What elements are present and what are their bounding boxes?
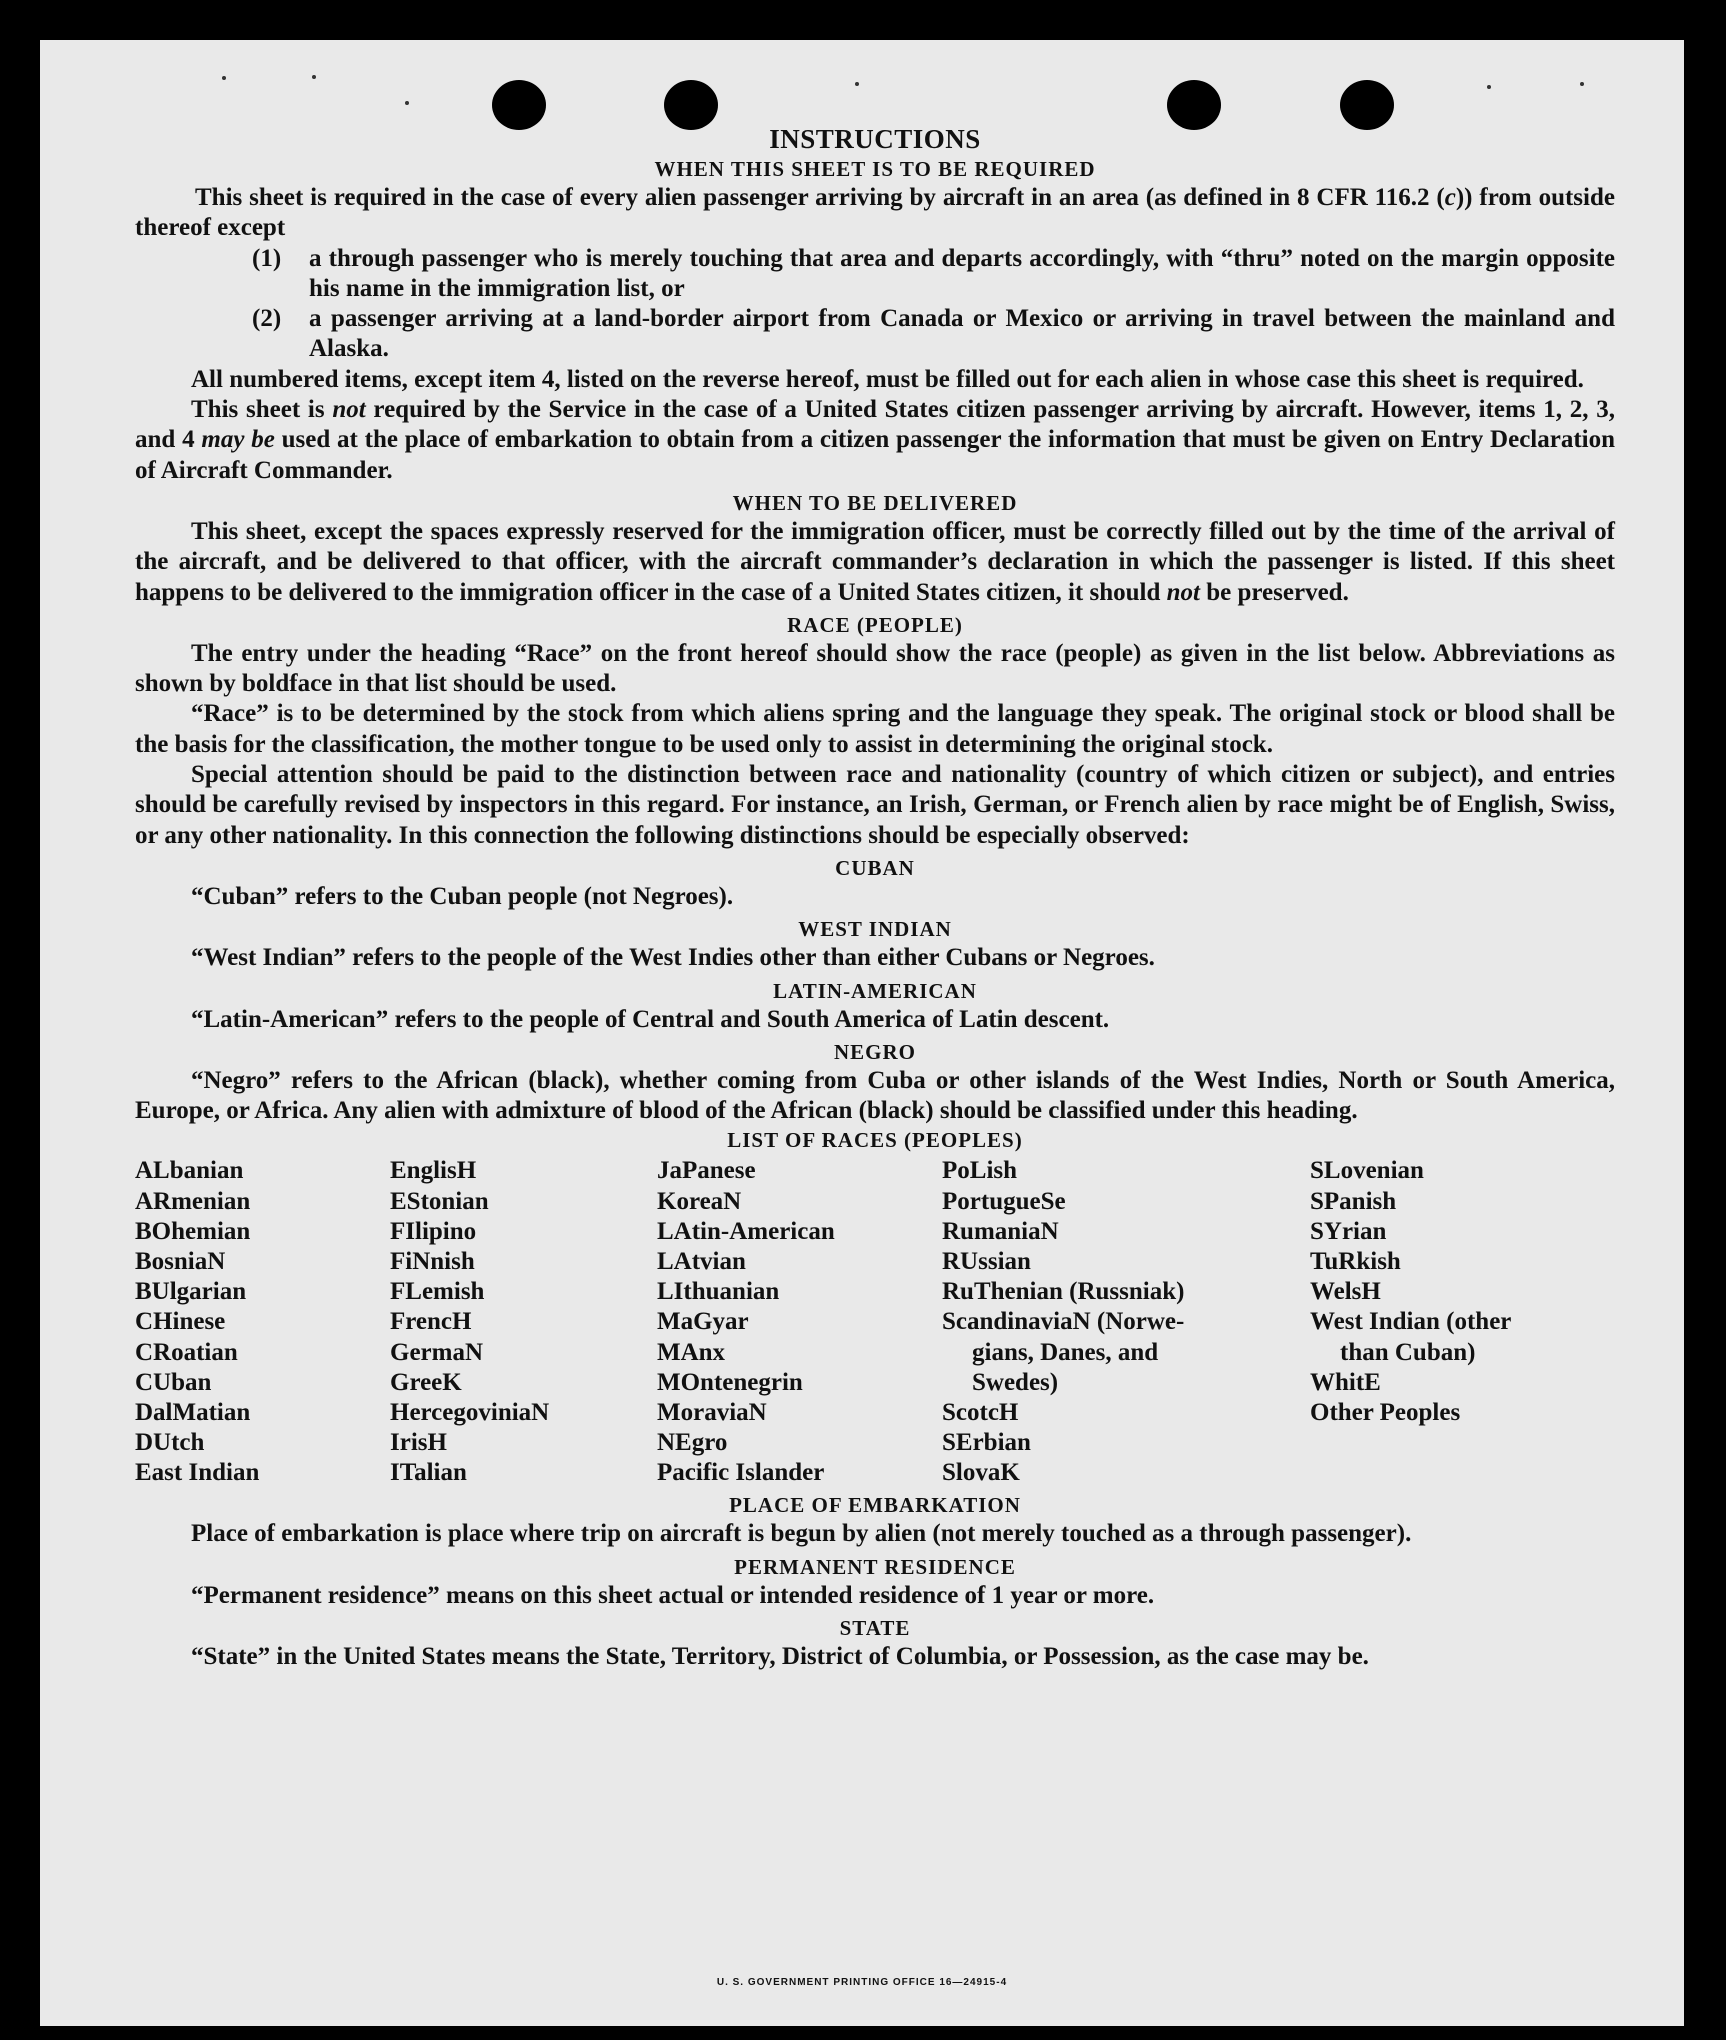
text-run: This sheet, except the spaces expressly reserved for the immigration officer, must be correctly filled out by the time of the arrival of the aircraft, and be delivered to that officer, with the aircraft commander’s declaration in which the passenger is listed. If this sheet happens to be delivered to the immigration officer in the case of a United States citizen, it should	[135, 517, 1615, 606]
race-entry: LIthuanian	[657, 1278, 780, 1306]
race-entry: EnglisH	[390, 1157, 477, 1185]
paper-speck	[405, 101, 409, 105]
race-entry: SlovaK	[942, 1459, 1020, 1487]
text-run: This sheet is	[191, 396, 333, 424]
text-run-italic: c	[1444, 184, 1456, 211]
race-entry: CRoatian	[135, 1338, 238, 1366]
race-entry: PoLish	[942, 1157, 1018, 1185]
paper-speck	[1487, 85, 1491, 89]
paper-speck	[1580, 82, 1584, 86]
item-text: a passenger arriving at a land-border airport from Canada or Mexico or arriving in travel between the mainland and Alaska.	[309, 305, 1615, 363]
race-entry: SErbian	[942, 1429, 1031, 1457]
section-heading-cuban: CUBAN	[835, 855, 915, 880]
paragraph-delivered	[135, 517, 1615, 608]
paragraph-latin-american: “Latin-American” refers to the people of Central and South America of Latin descent.	[191, 1005, 1110, 1033]
section-heading-delivered: WHEN TO BE DELIVERED	[732, 490, 1018, 515]
race-entry: PortugueSe	[942, 1187, 1066, 1215]
race-entry: LAtin-American	[657, 1217, 835, 1245]
paragraph-race-nationality: Special attention should be paid to the distinction between race and nationality (country of which citizen or subject), and entries should be carefully revised by inspectors in this regard. For instance, an Irish, German, or French alien by race might be of English, Swiss, or any other nationality. In this connection the following distinctions should be especially observed:	[135, 761, 1615, 849]
race-entry: MaGyar	[657, 1308, 749, 1336]
race-entry: RumaniaN	[942, 1217, 1059, 1245]
page-title: INSTRUCTIONS	[769, 124, 981, 154]
paragraph-race-definition: “Race” is to be determined by the stock from which aliens spring and the language they speak. The original stock or blood shall be the basis for the classification, the mother tongue to be used only to assist in determining the original stock.	[135, 700, 1615, 758]
text-run-italic: may be	[201, 426, 275, 454]
section-heading-west-indian: WEST INDIAN	[798, 917, 952, 942]
race-entry: West Indian (other	[1310, 1308, 1512, 1336]
race-entry: RuThenian (Russniak)	[942, 1278, 1185, 1306]
text-run: be preserved.	[1200, 578, 1349, 606]
item-text: a through passenger who is merely touching that area and departs accordingly, with “thru” noted on the margin opposite his name in the immigration list, or	[309, 244, 1615, 302]
race-column	[135, 1156, 259, 1488]
race-entry: Other Peoples	[1310, 1399, 1461, 1427]
race-entry: FiNnish	[390, 1248, 475, 1276]
race-entry: ScotcH	[942, 1399, 1019, 1427]
race-entry: Pacific Islander	[657, 1459, 825, 1487]
race-entry: HercegoviniaN	[390, 1399, 550, 1427]
race-entry: KoreaN	[657, 1187, 742, 1215]
paragraph-cuban: “Cuban” refers to the Cuban people (not Negroes).	[191, 882, 734, 910]
paper-speck	[312, 75, 316, 79]
race-column	[942, 1156, 1184, 1488]
printer-imprint: U. S. GOVERNMENT PRINTING OFFICE 16—24915-4	[716, 1977, 1008, 1988]
race-entry: SLovenian	[1310, 1157, 1424, 1185]
race-entry: WhitE	[1310, 1368, 1381, 1396]
paragraph-west-indian: “West Indian” refers to the people of the West Indies other than either Cubans or Negroes.	[191, 944, 1155, 972]
item-number: (2)	[252, 305, 282, 333]
instructions-body	[135, 122, 1615, 1672]
race-column	[1310, 1156, 1511, 1428]
race-entry: gians, Danes, and	[972, 1338, 1159, 1366]
race-entry: CUban	[135, 1368, 212, 1396]
race-entry: SYrian	[1310, 1217, 1387, 1245]
section-heading-race-list: LIST OF RACES (PEOPLES)	[727, 1128, 1023, 1153]
race-entry: FIlipino	[390, 1217, 477, 1245]
section-heading-residence: PERMANENT RESIDENCE	[734, 1554, 1016, 1579]
paragraph-required	[135, 183, 1615, 244]
document-sheet	[40, 40, 1684, 2026]
race-entry: ALbanian	[135, 1157, 244, 1185]
paper-speck	[222, 76, 226, 80]
race-entry: IrisH	[390, 1429, 447, 1457]
race-entry: MAnx	[657, 1338, 726, 1366]
race-entry: ITalian	[390, 1459, 467, 1487]
race-entry: than Cuban)	[1340, 1338, 1476, 1366]
race-entry: NEgro	[657, 1429, 728, 1457]
race-entry: CHinese	[135, 1308, 226, 1336]
list-item	[135, 304, 1615, 365]
paragraph-embarkation: Place of embarkation is place where trip on aircraft is begun by alien (not merely touched as a through passenger).	[191, 1520, 1412, 1548]
race-column	[390, 1156, 549, 1488]
paper-speck	[855, 82, 859, 86]
text-run-italic: not	[332, 396, 366, 424]
race-entry: MoraviaN	[657, 1399, 767, 1427]
paragraph-state: “State” in the United States means the State, Territory, District of Columbia, or Possession, as the case may be.	[191, 1643, 1369, 1671]
section-heading-required: WHEN THIS SHEET IS TO BE REQUIRED	[654, 157, 1096, 181]
race-column	[657, 1156, 835, 1488]
paragraph-citizen	[135, 395, 1615, 486]
race-entry: East Indian	[135, 1459, 260, 1487]
race-entry: BOhemian	[135, 1217, 251, 1245]
section-heading-race: RACE (PEOPLE)	[787, 612, 963, 637]
race-list	[135, 1156, 1615, 1488]
race-entry: JaPanese	[657, 1157, 756, 1185]
text-run: This sheet is required in the case of every alien passenger arriving by aircraft in an area (as defined in 8 CFR 116.2 (	[195, 184, 1445, 211]
race-entry: WelsH	[1310, 1278, 1381, 1306]
list-item	[135, 244, 1615, 305]
race-entry: GreeK	[390, 1368, 462, 1396]
text-run: used at the place of embarkation to obtain from a citizen passenger the information that must be given on Entry Declaration of Aircraft Commander.	[135, 426, 1616, 484]
race-entry: DUtch	[135, 1429, 205, 1457]
race-entry: ScandinaviaN (Norwe-	[942, 1308, 1185, 1336]
paragraph-negro: “Negro” refers to the African (black), whether coming from Cuba or other islands of the West Indies, North or South America, Europe, or Africa. Any alien with admixture of blood of the African (black) should be classified under this heading.	[135, 1066, 1615, 1125]
race-entry: MOntenegrin	[657, 1368, 803, 1396]
section-heading-embarkation: PLACE OF EMBARKATION	[729, 1493, 1021, 1518]
paragraph-race-entry: The entry under the heading “Race” on the front hereof should show the race (people) as given in the list below. Abbreviations as shown by boldface in that list should be used.	[135, 639, 1615, 698]
race-entry: EStonian	[390, 1187, 489, 1215]
race-entry: BosniaN	[135, 1248, 226, 1276]
section-heading-latin-american: LATIN-AMERICAN	[773, 978, 977, 1003]
race-entry: GermaN	[390, 1338, 484, 1366]
race-entry: LAtvian	[657, 1248, 746, 1276]
text-run-italic: not	[1166, 578, 1200, 606]
race-entry: ARmenian	[135, 1187, 251, 1215]
text-run: required by the Service in the case of a United States citizen passenger arriving by aircraft. However, items 1, 2, 3, and 4	[135, 396, 1615, 454]
paragraph-residence: “Permanent residence” means on this sheet actual or intended residence of 1 year or more.	[191, 1581, 1155, 1609]
race-entry: BUlgarian	[135, 1278, 247, 1306]
race-entry: TuRkish	[1310, 1248, 1401, 1276]
race-entry: FLemish	[390, 1278, 485, 1306]
race-entry: FrencH	[390, 1308, 472, 1336]
race-entry: Swedes)	[972, 1368, 1059, 1396]
paragraph-numbered-items: All numbered items, except item 4, listed on the reverse hereof, must be filled out for each alien in whose case this sheet is required.	[191, 365, 1584, 393]
section-heading-state: STATE	[839, 1616, 911, 1641]
race-entry: SPanish	[1310, 1187, 1397, 1215]
item-number: (1)	[252, 244, 282, 272]
text-run: )) from outside thereof except	[135, 184, 1615, 242]
section-heading-negro: NEGRO	[833, 1039, 916, 1064]
race-entry: RUssian	[942, 1248, 1031, 1276]
race-entry: DalMatian	[135, 1399, 251, 1427]
